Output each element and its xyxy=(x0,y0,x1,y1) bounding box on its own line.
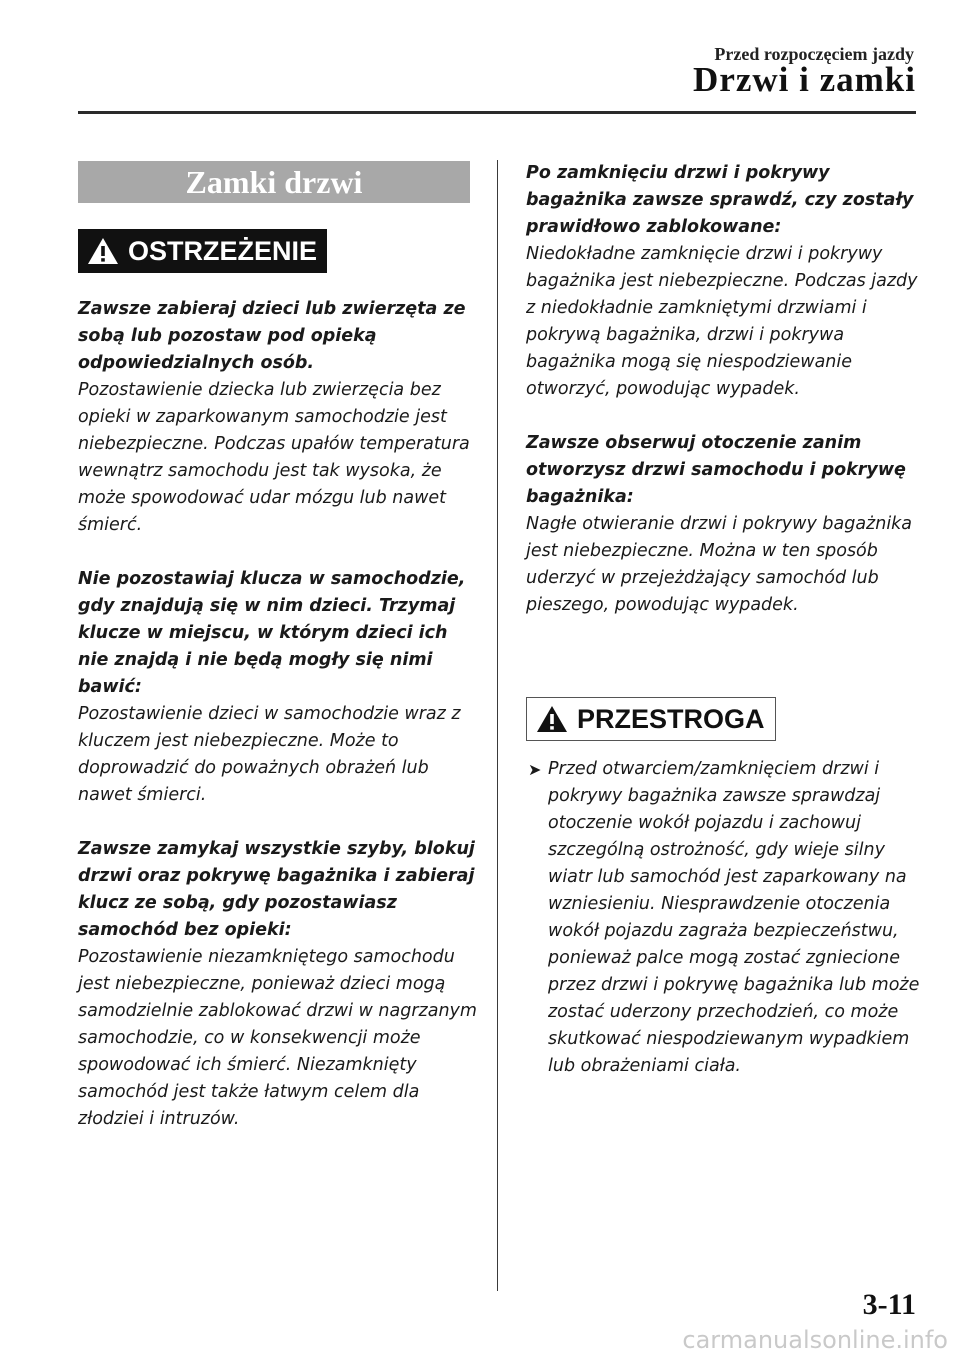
warning-body: Pozostawienie niezamkniętego samochodu jest niebezpieczne, ponieważ dzieci mogą samodzielnie zablokować drzwi w nagrzanym samochodzie, co w konsekwencji może spowodować ich śmierć. Niezamknięty samochód jest także łatwym celem dla złodziei i intruzów. xyxy=(78,947,477,1129)
warning-column-right xyxy=(526,160,924,646)
column-divider xyxy=(497,160,498,1291)
warning-column-left xyxy=(78,296,478,1160)
header-chapter: Przed rozpoczęciem jazdy xyxy=(714,44,914,64)
arrow-bullet-icon: ➤ xyxy=(528,760,542,779)
warning-block xyxy=(526,160,924,403)
warning-body: Pozostawienie dzieci w samochodzie wraz z kluczem jest niebezpieczne. Może to doprowadzić do poważnych obrażeń lub nawet śmierci. xyxy=(78,704,461,805)
page-number: 3-11 xyxy=(862,1288,916,1321)
warning-label: OSTRZEŻENIE xyxy=(128,235,318,266)
warning-heading: Zawsze zabieraj dzieci lub zwierzęta ze sobą lub pozostaw pod opieką odpowiedzialnych osób. xyxy=(78,299,466,373)
caution-badge xyxy=(526,697,776,741)
warning-body: Pozostawienie dziecka lub zwierzęcia bez opieki w zaparkowanym samochodzie jest niebezpieczne. Podczas upałów temperatura wewnątrz samochodu jest tak wysoka, że może spowodować udar mózgu lub nawet śmierć. xyxy=(78,380,470,535)
page-title: Zamki drzwi xyxy=(78,161,470,203)
header-section: Drzwi i zamki xyxy=(693,60,916,99)
warning-block xyxy=(78,836,478,1133)
caution-text: Przed otwarciem/zamknięciem drzwi i pokrywy bagażnika zawsze sprawdzaj otoczenie wokół pojazdu i zachowuj szczególną ostrożność, gdy wieje silny wiatr lub samochód jest zaparkowany na wzniesieniu. Niesprawdzenie otoczenia wokół pojazdu zagraża bezpieczeństwu, ponieważ palce mogą zostać zgniecione przez drzwi i pokrywę bagażnika lub może zostać uderzony przechodzień, co może skutkować niespodziewanym wypadkiem lub obrażeniami ciała. xyxy=(548,759,920,1076)
warning-badge xyxy=(78,229,327,273)
warning-heading: Nie pozostawiaj klucza w samochodzie, gdy znajdują się w nim dzieci. Trzymaj klucze w miejscu, w którym dzieci ich nie znajdą i nie będą mogły się nimi bawić: xyxy=(78,569,466,697)
warning-body: Niedokładne zamknięcie drzwi i pokrywy bagażnika jest niebezpieczne. Podczas jazdy z niedokładnie zamkniętymi drzwiami i pokrywą bagażnika, drzwi i pokrywa bagażnika mogą się niespodziewanie otworzyć, powodując wypadek. xyxy=(526,244,918,399)
warning-triangle-icon xyxy=(86,236,120,266)
warning-block xyxy=(526,430,924,619)
caution-item xyxy=(526,756,924,1080)
header-rule xyxy=(78,111,916,114)
warning-heading: Po zamknięciu drzwi i pokrywy bagażnika zawsze sprawdź, czy zostały prawidłowo zablokowane: xyxy=(526,163,914,237)
warning-block xyxy=(78,566,478,809)
warning-triangle-icon xyxy=(535,704,569,734)
warning-block xyxy=(78,296,478,539)
warning-heading: Zawsze zamykaj wszystkie szyby, blokuj drzwi oraz pokrywę bagażnika i zabieraj klucz ze sobą, gdy pozostawiasz samochód bez opieki: xyxy=(78,839,475,940)
warning-heading: Zawsze obserwuj otoczenie zanim otworzysz drzwi samochodu i pokrywę bagażnika: xyxy=(526,433,906,507)
warning-body: Nagłe otwieranie drzwi i pokrywy bagażnika jest niebezpieczne. Można w ten sposób uderzyć w przejeżdżający samochód lub pieszego, powodując wypadek. xyxy=(526,514,913,615)
footer-watermark: carmanualsonline.info xyxy=(682,1326,948,1354)
caution-label: PRZESTROGA xyxy=(577,703,765,734)
